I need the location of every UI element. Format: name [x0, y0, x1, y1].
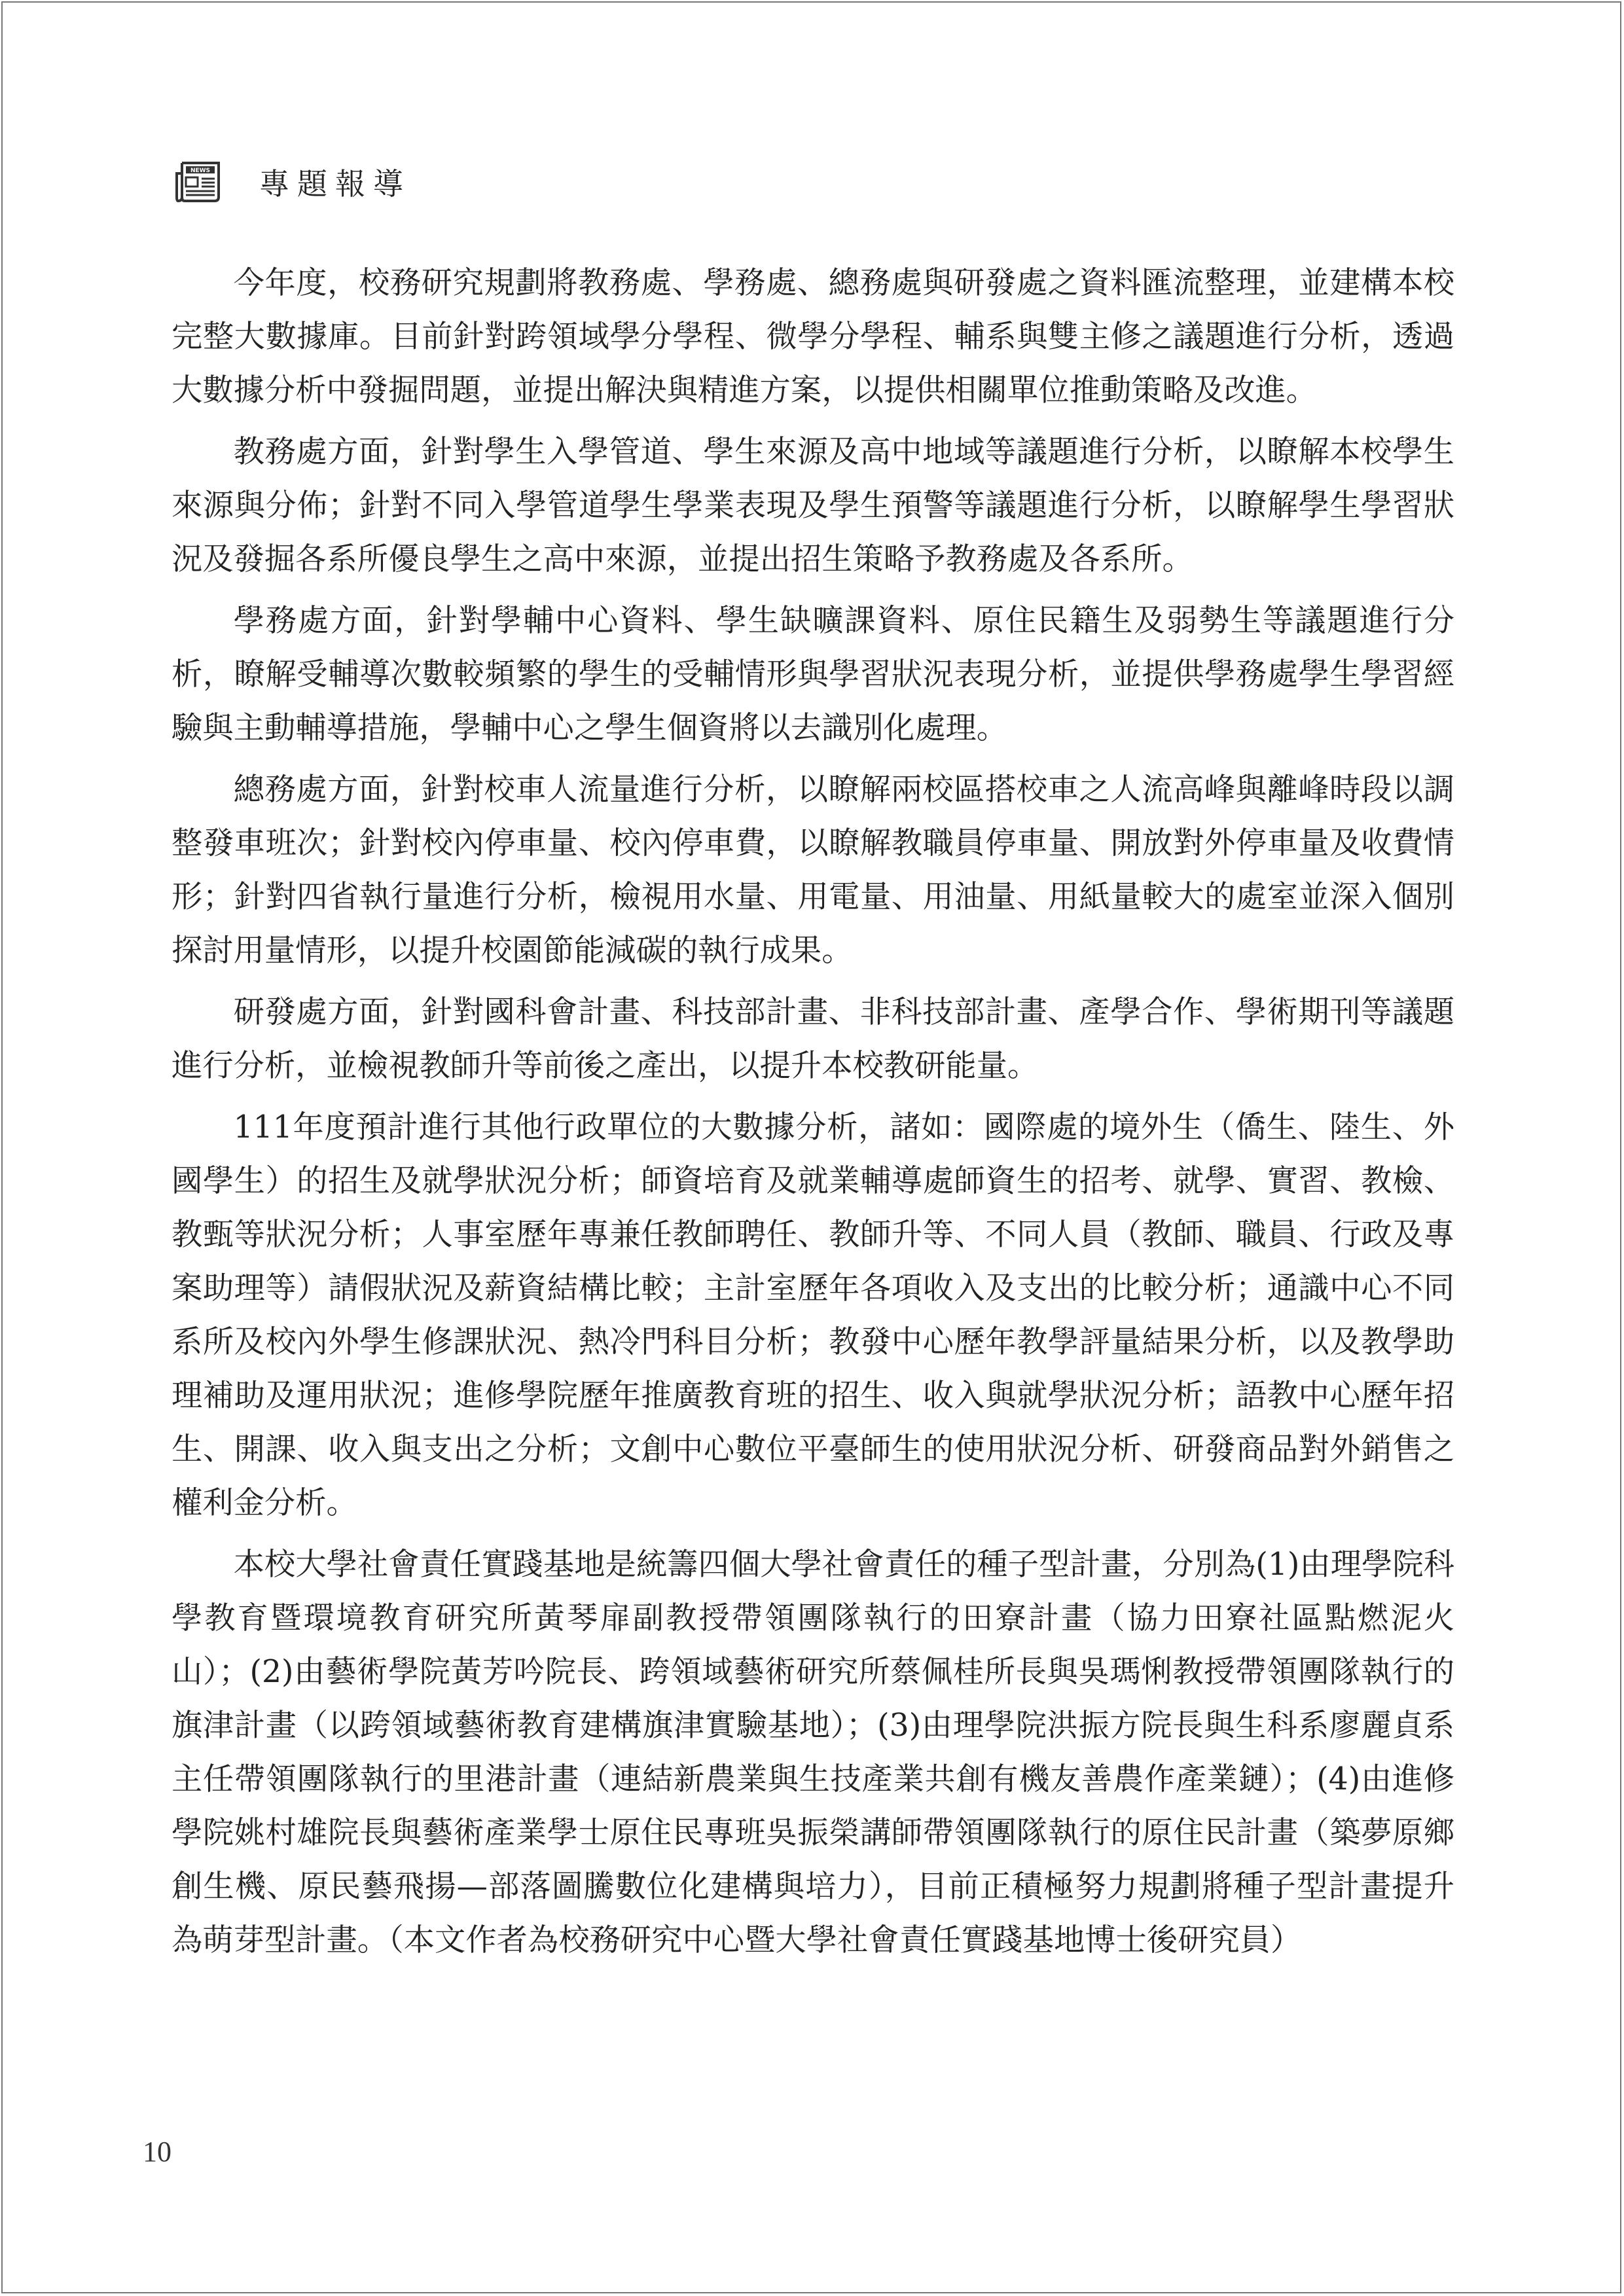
newspaper-icon — [175, 159, 225, 205]
page-number: 10 — [143, 2136, 171, 2168]
news-icon-label: NEWS — [190, 168, 211, 174]
paragraph: 111年度預計進行其他行政單位的大數據分析，諸如：國際處的境外生（僑生、陸生、外國學生）的招生及就學狀況分析；師資培育及就業輔導處師資生的招考、就學、實習、教檢、教甄等狀況分析；人事室歷年專兼任教師聘任、教師升等、不同人員（教師、職員、行政及專案助理等）請假狀況及薪資結構比較；主計室歷年各項收入及支出的比較分析；通識中心不同系所及校內外學生修課狀況、熱冷門科目分析；教發中心歷年教學評量結果分析，以及教學助理補助及運用狀況；進修學院歷年推廣教育班的招生、收入與就學狀況分析；語教中心歷年招生、開課、收入與支出之分析；文創中心數位平臺師生的使用狀況分析、研發商品對外銷售之權利金分析。 — [171, 1109, 1454, 1521]
article-body — [171, 257, 1454, 1975]
paragraph: 本校大學社會責任實踐基地是統籌四個大學社會責任的種子型計畫，分別為(1)由理學院科學教育暨環境教育研究所黃琴扉副教授帶領團隊執行的田寮計畫（協力田寮社區點燃泥火山）；(2)由藝術學院黃芳吟院長、跨領域藝術研究所蔡佩桂所長與吳瑪悧教授帶領團隊執行的旗津計畫（以跨領域藝術教育建構旗津實驗基地）；(3)由理學院洪振方院長與生科系廖麗貞系主任帶領團隊執行的里港計畫（連結新農業與生技產業共創有機友善農作產業鏈）；(4)由進修學院姚村雄院長與藝術產業學士原住民專班吳振榮講師帶領團隊執行的原住民計畫（築夢原鄉創生機、原民藝飛揚—部落圖騰數位化建構與培力），目前正積極努力規劃將種子型計畫提升為萌芽型計畫。（本文作者為校務研究中心暨大學社會責任實踐基地博士後研究員） — [171, 1547, 1454, 1958]
section-header — [175, 156, 411, 208]
paragraph: 研發處方面，針對國科會計畫、科技部計畫、非科技部計畫、產學合作、學術期刊等議題進行分析，並檢視教師升等前後之產出，以提升本校教研能量。 — [171, 994, 1454, 1084]
paragraph: 總務處方面，針對校車人流量進行分析，以瞭解兩校區搭校車之人流高峰與離峰時段以調整發車班次；針對校內停車量、校內停車費，以瞭解教職員停車量、開放對外停車量及收費情形；針對四省執行量進行分析，檢視用水量、用電量、用油量、用紙量較大的處室並深入個別探討用量情形，以提升校園節能減碳的執行成果。 — [171, 772, 1454, 969]
section-title: 專題報導 — [259, 166, 411, 202]
paragraph: 學務處方面，針對學輔中心資料、學生缺曠課資料、原住民籍生及弱勢生等議題進行分析，瞭解受輔導次數較頻繁的學生的受輔情形與學習狀況表現分析，並提供學務處學生學習經驗與主動輔導措施，學輔中心之學生個資將以去識別化處理。 — [171, 603, 1454, 746]
paragraph: 今年度，校務研究規劃將教務處、學務處、總務處與研發處之資料匯流整理，並建構本校完整大數據庫。目前針對跨領域學分學程、微學分學程、輔系與雙主修之議題進行分析，透過大數據分析中發掘問題，並提出解決與精進方案，以提供相關單位推動策略及改進。 — [171, 265, 1454, 408]
paragraph: 教務處方面，針對學生入學管道、學生來源及高中地域等議題進行分析，以瞭解本校學生來源與分佈；針對不同入學管道學生學業表現及學生預警等議題進行分析，以瞭解學生學習狀況及發掘各系所優良學生之高中來源，並提出招生策略予教務處及各系所。 — [171, 434, 1454, 577]
